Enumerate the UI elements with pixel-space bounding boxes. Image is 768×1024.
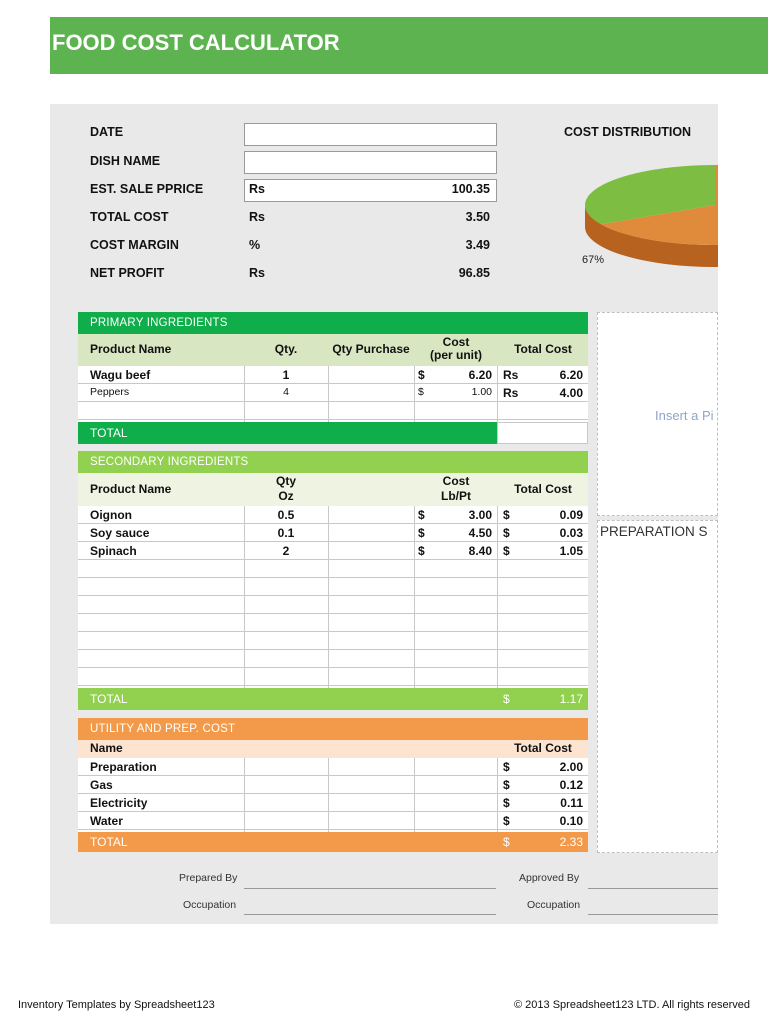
secondary-col-cost: Cost bbox=[442, 474, 470, 488]
dish-name-label: DISH NAME bbox=[90, 154, 161, 168]
net-profit-unit: Rs bbox=[249, 266, 265, 280]
product-name: Spinach bbox=[90, 544, 137, 558]
unit-cost: 1.00 bbox=[471, 386, 492, 398]
table-row[interactable] bbox=[78, 596, 588, 614]
cost-margin-value: 3.49 bbox=[465, 238, 490, 252]
total-cost: 0.12 bbox=[559, 778, 583, 792]
item-name: Water bbox=[90, 814, 123, 828]
pie-label-primary: 67% bbox=[582, 254, 605, 266]
preparation-steps-title: PREPARATION S bbox=[600, 524, 708, 539]
currency: $ bbox=[418, 544, 425, 558]
total-cost: 0.11 bbox=[560, 796, 583, 810]
utility-total-currency: $ bbox=[503, 835, 510, 849]
qty: 4 bbox=[283, 386, 289, 398]
footer-right: © 2013 Spreadsheet123 LTD. All rights reserved bbox=[514, 999, 750, 1011]
unit-cost: 8.40 bbox=[468, 544, 492, 558]
utility-total-label: TOTAL bbox=[90, 835, 128, 849]
sale-price-unit: Rs bbox=[249, 182, 265, 196]
prepared-by-line[interactable] bbox=[244, 888, 496, 889]
total-cost-value: 3.50 bbox=[465, 210, 490, 224]
primary-col-cost: Cost bbox=[442, 335, 470, 349]
occupation-right-label: Occupation bbox=[527, 899, 581, 911]
table-row[interactable] bbox=[78, 758, 588, 776]
primary-rows bbox=[78, 366, 588, 422]
secondary-total-value: 1.17 bbox=[559, 692, 583, 706]
primary-section-title: PRIMARY INGREDIENTS bbox=[90, 317, 228, 329]
primary-total-cell bbox=[497, 422, 588, 444]
table-row[interactable] bbox=[78, 794, 588, 812]
occupation-left-line[interactable] bbox=[244, 914, 496, 915]
item-name: Electricity bbox=[90, 796, 148, 810]
total-cost-unit: Rs bbox=[249, 210, 265, 224]
approved-by-label: Approved By bbox=[519, 872, 580, 884]
utility-col-total: Total Cost bbox=[514, 741, 572, 755]
total-cost: 1.05 bbox=[559, 544, 583, 558]
cost-distribution-chart bbox=[540, 165, 718, 280]
secondary-column-headers bbox=[78, 473, 588, 506]
table-row[interactable] bbox=[78, 402, 588, 420]
primary-col-qty-purchase: Qty Purchase bbox=[332, 342, 410, 356]
occupation-left-label: Occupation bbox=[183, 899, 237, 911]
utility-total-bar bbox=[78, 832, 588, 852]
total-cost: 2.00 bbox=[559, 760, 583, 774]
primary-total-label: TOTAL bbox=[90, 426, 128, 440]
utility-section-title: UTILITY AND PREP. COST bbox=[90, 723, 236, 735]
currency: $ bbox=[503, 814, 510, 828]
table-row[interactable] bbox=[78, 542, 588, 560]
primary-col-cost-unit: (per unit) bbox=[430, 348, 482, 362]
cost-margin-unit: % bbox=[249, 238, 261, 252]
table-row[interactable] bbox=[78, 578, 588, 596]
photo-panel[interactable] bbox=[597, 312, 718, 516]
primary-total-bar bbox=[78, 422, 497, 444]
secondary-section-title: SECONDARY INGREDIENTS bbox=[90, 456, 249, 468]
photo-placeholder: Insert a Pi bbox=[655, 408, 714, 423]
currency: $ bbox=[418, 508, 425, 522]
primary-column-headers bbox=[78, 334, 588, 366]
date-label: DATE bbox=[90, 125, 124, 139]
date-input[interactable] bbox=[244, 123, 497, 146]
table-row[interactable] bbox=[78, 366, 588, 384]
table-row[interactable] bbox=[78, 812, 588, 830]
unit-cost: 4.50 bbox=[468, 526, 492, 540]
table-row[interactable] bbox=[78, 560, 588, 578]
utility-section-header bbox=[78, 718, 588, 740]
qty: 1 bbox=[282, 368, 290, 382]
table-row[interactable] bbox=[78, 506, 588, 524]
primary-col-product: Product Name bbox=[90, 342, 172, 356]
secondary-col-qty: Qty bbox=[275, 474, 296, 488]
qty: 0.5 bbox=[277, 508, 295, 522]
unit-cost: 3.00 bbox=[468, 508, 492, 522]
sale-price-label: EST. SALE PPRICE bbox=[90, 182, 204, 196]
net-profit-value: 96.85 bbox=[458, 266, 490, 280]
qty: 0.1 bbox=[277, 526, 295, 540]
approved-by-line[interactable] bbox=[588, 888, 718, 889]
secondary-rows bbox=[78, 506, 588, 688]
currency: $ bbox=[503, 526, 510, 540]
occupation-right-line[interactable] bbox=[588, 914, 718, 915]
secondary-total-bar bbox=[78, 688, 588, 710]
product-name: Wagu beef bbox=[90, 368, 151, 382]
unit-cost: 6.20 bbox=[468, 368, 492, 382]
currency: $ bbox=[418, 368, 425, 382]
primary-col-total: Total Cost bbox=[514, 342, 572, 356]
currency: Rs bbox=[503, 386, 519, 400]
currency: $ bbox=[418, 526, 425, 540]
table-row[interactable] bbox=[78, 776, 588, 794]
currency: Rs bbox=[503, 368, 519, 382]
utility-column-headers bbox=[78, 740, 588, 758]
dish-name-input[interactable] bbox=[244, 151, 497, 174]
total-cost: 6.20 bbox=[559, 368, 583, 382]
footer-left: Inventory Templates by Spreadsheet123 bbox=[18, 999, 215, 1011]
table-row[interactable] bbox=[78, 632, 588, 650]
table-row[interactable] bbox=[78, 614, 588, 632]
cost-margin-label: COST MARGIN bbox=[90, 238, 179, 252]
total-cost: 0.09 bbox=[559, 508, 583, 522]
chart-title: COST DISTRIBUTION bbox=[564, 125, 692, 139]
product-name: Peppers bbox=[90, 386, 130, 398]
sale-price-value: 100.35 bbox=[451, 182, 490, 196]
utility-col-name: Name bbox=[90, 741, 123, 755]
table-row[interactable] bbox=[78, 650, 588, 668]
page-title: FOOD COST CALCULATOR bbox=[52, 30, 340, 55]
utility-total-value: 2.33 bbox=[559, 835, 583, 849]
table-row[interactable] bbox=[78, 668, 588, 686]
net-profit-label: NET PROFIT bbox=[90, 266, 165, 280]
item-name: Preparation bbox=[90, 760, 157, 774]
table-row[interactable] bbox=[78, 384, 588, 402]
currency: $ bbox=[503, 760, 510, 774]
currency: $ bbox=[418, 386, 424, 398]
secondary-col-qty-unit: Oz bbox=[278, 489, 294, 503]
product-name: Oignon bbox=[90, 508, 132, 522]
total-cost: 4.00 bbox=[559, 386, 583, 400]
secondary-col-total: Total Cost bbox=[514, 482, 572, 496]
secondary-col-product: Product Name bbox=[90, 482, 172, 496]
total-cost: 0.10 bbox=[559, 814, 583, 828]
primary-section-header bbox=[78, 312, 588, 334]
preparation-steps-panel[interactable] bbox=[597, 520, 718, 853]
total-cost: 0.03 bbox=[559, 526, 583, 540]
secondary-col-cost-unit: Lb/Pt bbox=[441, 489, 471, 503]
secondary-total-label: TOTAL bbox=[90, 692, 128, 706]
currency: $ bbox=[503, 508, 510, 522]
utility-rows bbox=[78, 758, 588, 832]
currency: $ bbox=[503, 544, 510, 558]
total-cost-label: TOTAL COST bbox=[90, 210, 169, 224]
currency: $ bbox=[503, 778, 510, 792]
qty: 2 bbox=[282, 544, 290, 558]
title-bar bbox=[50, 17, 768, 74]
currency: $ bbox=[503, 796, 510, 810]
primary-col-qty: Qty. bbox=[274, 342, 298, 356]
secondary-total-currency: $ bbox=[503, 692, 510, 706]
secondary-section-header bbox=[78, 451, 588, 473]
product-name: Soy sauce bbox=[90, 526, 150, 540]
item-name: Gas bbox=[90, 778, 113, 792]
prepared-by-label: Prepared By bbox=[179, 872, 238, 884]
table-row[interactable] bbox=[78, 524, 588, 542]
